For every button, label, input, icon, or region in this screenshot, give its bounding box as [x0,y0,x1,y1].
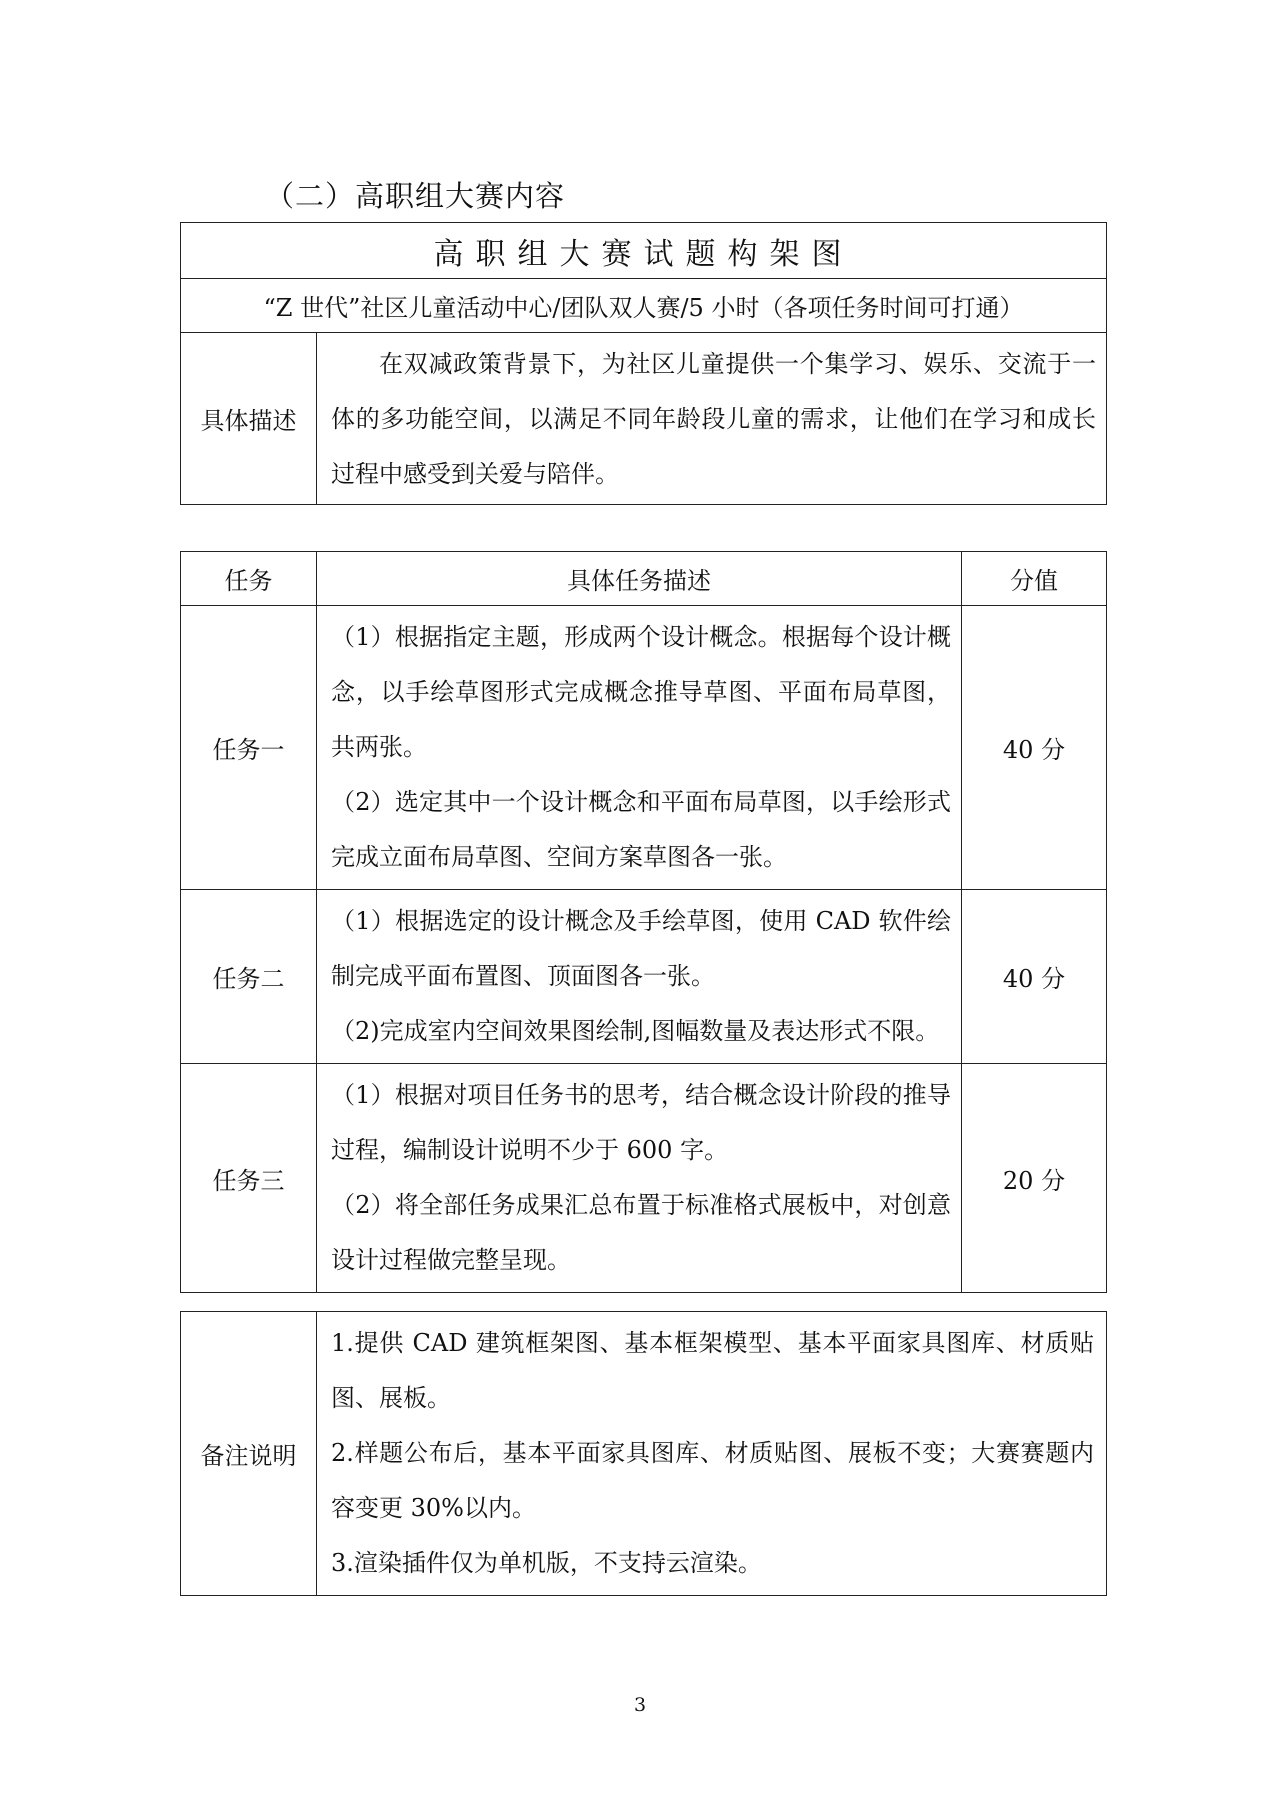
tasks-table [180,551,1107,1293]
table-row [181,606,1107,890]
task-item: （2）选定其中一个设计概念和平面布局草图，以手绘形式完成立面布局草图、空间方案草图各一张。 [331,788,951,871]
header-score: 分值 [962,552,1107,606]
task-item: （1）根据选定的设计概念及手绘草图，使用 CAD 软件绘制完成平面布置图、顶面图各一张。 [331,907,951,990]
description-label: 具体描述 [181,333,317,505]
task-score: 40 分 [962,606,1107,890]
note-item: 3.渲染插件仅为单机版，不支持云渲染。 [331,1549,762,1577]
task-item: （1）根据对项目任务书的思考，结合概念设计阶段的推导过程，编制设计说明不少于 600 字。 [331,1081,951,1164]
task-score: 20 分 [962,1064,1107,1293]
header-description: 具体任务描述 [317,552,962,606]
task-item: （2)完成室内空间效果图绘制,图幅数量及表达形式不限。 [331,1017,940,1045]
framework-subtitle: “Z 世代”社区儿童活动中心/团队双人赛/5 小时（各项任务时间可打通） [181,279,1107,333]
framework-title: 高职组大赛试题构架图 [181,223,1107,279]
header-task: 任务 [181,552,317,606]
task-description [317,1064,962,1293]
task-description [317,606,962,890]
note-item: 2.样题公布后，基本平面家具图库、材质贴图、展板不变；大赛赛题内容变更 30%以内。 [331,1439,1094,1522]
task-item: （1）根据指定主题，形成两个设计概念。根据每个设计概念，以手绘草图形式完成概念推导草图、平面布局草图，共两张。 [331,623,951,761]
task-name: 任务二 [181,890,317,1064]
description-text: 在双减政策背景下，为社区儿童提供一个集学习、娱乐、交流于一体的多功能空间，以满足不同年龄段儿童的需求，让他们在学习和成长过程中感受到关爱与陪伴。 [317,333,1107,505]
notes-content [317,1312,1107,1596]
table-row [181,1064,1107,1293]
task-description [317,890,962,1064]
notes-label: 备注说明 [181,1312,317,1596]
task-name: 任务一 [181,606,317,890]
section-heading: （二）高职组大赛内容 [265,179,566,213]
notes-table [180,1311,1107,1596]
task-item: （2）将全部任务成果汇总布置于标准格式展板中，对创意设计过程做完整呈现。 [331,1191,951,1274]
table-row [181,890,1107,1064]
task-name: 任务三 [181,1064,317,1293]
framework-table [180,222,1107,505]
task-score: 40 分 [962,890,1107,1064]
page-number: 3 [633,1694,647,1716]
note-item: 1.提供 CAD 建筑框架图、基本框架模型、基本平面家具图库、材质贴图、展板。 [331,1329,1094,1412]
